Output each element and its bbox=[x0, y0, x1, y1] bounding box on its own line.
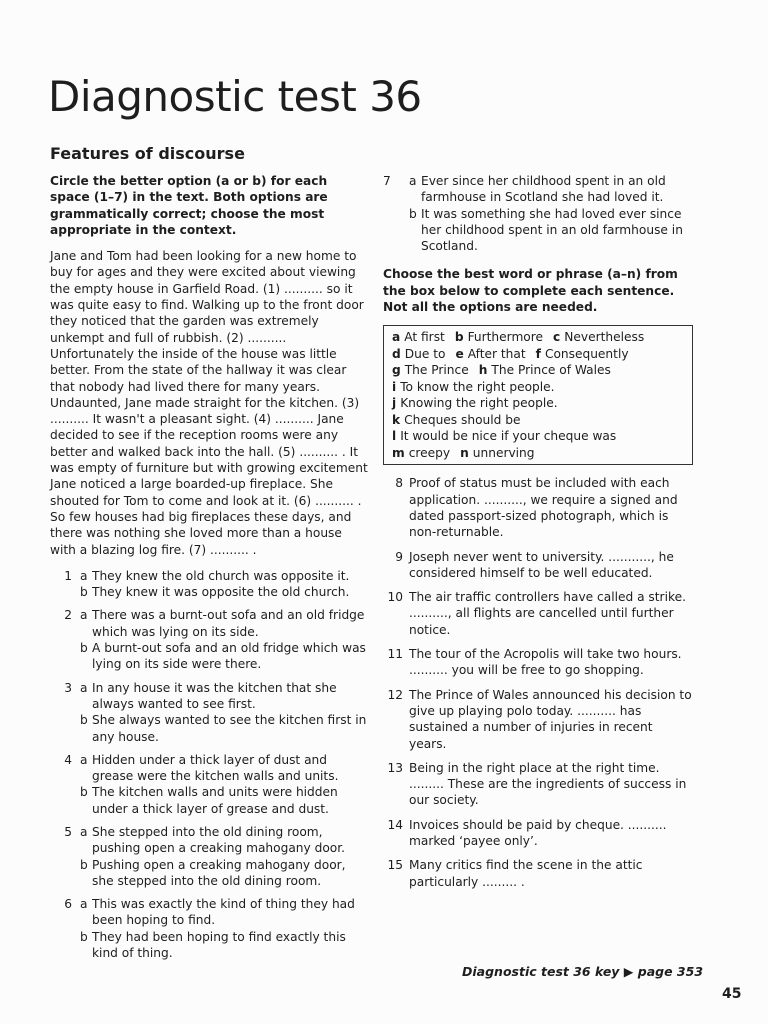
item-number: 1 bbox=[64, 568, 72, 583]
option-a: Hidden under a thick layer of dust and grease were the kitchen walls and units. bbox=[92, 752, 339, 784]
option-a: There was a burnt-out sofa and an old fridge which was lying on its side. bbox=[92, 608, 365, 639]
question-10 bbox=[383, 589, 693, 638]
item-number: 2 bbox=[64, 608, 72, 623]
question-text: Joseph never went to university. ..........., he considered himself to be well educated. bbox=[409, 549, 674, 580]
item-number: 6 bbox=[64, 897, 72, 912]
question-number: 14 bbox=[387, 817, 403, 832]
question-text: Proof of status must be included with each application. .........., we require a signed and dated passport-sized photograph, which is non-returnable. bbox=[409, 476, 678, 540]
option-a: They knew the old church was opposite it. bbox=[92, 568, 350, 583]
question-text: Invoices should be paid by cheque. .......... marked ‘payee only’. bbox=[409, 817, 667, 849]
option-a: She stepped into the old dining room, pushing open a creaking mahogany door. bbox=[92, 824, 346, 856]
question-number: 15 bbox=[387, 858, 403, 873]
question-number: 13 bbox=[387, 760, 403, 775]
exercise-item-5: 5 a She stepped into the old dining room, pushing open a creaking mahogany door. b Pushing open a creaking mahogany door, she stepped into the old dining room. bbox=[50, 824, 368, 889]
option-b: It was something she had loved ever since her childhood spent in an old farmhouse in Scotland. bbox=[421, 206, 683, 254]
option-b: She always wanted to see the kitchen first in any house. bbox=[92, 713, 367, 744]
box-option-a: At first bbox=[404, 330, 445, 345]
option-b: Pushing open a creaking mahogany door, she stepped into the old dining room. bbox=[92, 857, 346, 888]
option-b: They knew it was opposite the old church. bbox=[92, 585, 350, 600]
box-option-f: Consequently bbox=[544, 346, 629, 361]
box-option-g: The Prince bbox=[404, 363, 469, 378]
question-9 bbox=[383, 549, 693, 582]
option-b: The kitchen walls and units were hidden under a thick layer of grease and dust. bbox=[92, 785, 338, 816]
passage: Jane and Tom had been looking for a new home to buy for ages and they were excited about viewing the empty house in Garfield Road. (1) .......... so it was quite easy to find. Walking up to the front door they noticed that the garden was extremely unkempt and full of rubbish. (2) .......... Unfortunately the inside of the house was little better. From the state of the hallway it was clear that nobody had lived there for many years. Undaunted, Jane made straight for the kitchen. (3) .......... It wasn't a pleasant sight. (4) .......... Jane decided to see if the reception rooms were any better and walked back into the hall. (5) .......... . It was empty of furniture but with growing excitement Jane noticed a large boarded-up fireplace. She shouted for Tom to come and look at it. (6) .......... . So few houses had big fireplaces these days, and there was nothing she loved more than a house with a blazing log fire. (7) .......... . bbox=[50, 249, 368, 557]
exercise-item-4: 4 a Hidden under a thick layer of dust and grease were the kitchen walls and units. b The kitchen walls and units were hidden under a thick layer of grease and dust. bbox=[50, 752, 368, 817]
left-column bbox=[50, 173, 368, 968]
box-option-b: Furthermore bbox=[467, 330, 544, 345]
right-column bbox=[383, 173, 693, 898]
box-option-j: Knowing the right people. bbox=[400, 396, 558, 411]
question-text: The tour of the Acropolis will take two hours. .......... you will be free to go shopping. bbox=[409, 647, 682, 678]
box-option-h: The Prince of Wales bbox=[491, 363, 611, 378]
exercise-item-3: 3 a In any house it was the kitchen that she always wanted to see first. b She always wanted to see the kitchen first in any house. bbox=[50, 680, 368, 745]
question-number: 9 bbox=[395, 549, 403, 564]
exercise-item-7: 7 a Ever since her childhood spent in an old farmhouse in Scotland she had loved it. b It was something she had loved ever since her childhood spent in an old farmhouse in Scotland. bbox=[383, 173, 693, 254]
question-text: The air traffic controllers have called a strike. .........., all flights are cancelled until further notice. bbox=[409, 590, 686, 637]
box-option-k: Cheques should be bbox=[404, 412, 521, 427]
question-text: Being in the right place at the right time. ......... These are the ingredients of success in our society. bbox=[409, 760, 687, 808]
option-a: This was exactly the kind of thing they had been hoping to find. bbox=[92, 897, 355, 928]
box-option-c: Nevertheless bbox=[564, 330, 645, 345]
item-number: 7 bbox=[383, 174, 391, 188]
word-box: a At first b Furthermore c Nevertheless d Due to e After that f Consequently g The Prince h The Prince of Wales i To know the right people. j Knowing the right people. k Cheques should be l It would be nice if your cheque was m creepy n unnerving bbox=[383, 325, 693, 465]
option-a: Ever since her childhood spent in an old farmhouse in Scotland she had loved it. bbox=[421, 174, 666, 205]
box-option-d: Due to bbox=[404, 346, 446, 361]
item-number: 5 bbox=[64, 824, 72, 839]
option-a: In any house it was the kitchen that she always wanted to see first. bbox=[92, 680, 337, 711]
option-b: A burnt-out sofa and an old fridge which was lying on its side were there. bbox=[92, 641, 366, 672]
page-number: 45 bbox=[722, 986, 742, 1002]
box-option-e: After that bbox=[467, 346, 526, 361]
instruction-2: Choose the best word or phrase (a–n) from the box below to complete each sentence. Not all the options are needed. bbox=[383, 267, 678, 315]
section-title: Features of discourse bbox=[50, 144, 245, 163]
question-13 bbox=[383, 760, 693, 809]
question-12 bbox=[383, 687, 693, 752]
exercise-item-1: 1 a They knew the old church was opposite it. b They knew it was opposite the old church. bbox=[50, 568, 368, 601]
box-option-l: It would be nice if your cheque was bbox=[400, 429, 617, 444]
box-option-n: unnerving bbox=[472, 445, 535, 460]
question-15 bbox=[383, 857, 693, 890]
option-b: They had been hoping to find exactly this kind of thing. bbox=[92, 929, 346, 961]
item-number: 3 bbox=[64, 680, 72, 695]
question-8 bbox=[383, 475, 693, 540]
exercise-item-6: 6 a This was exactly the kind of thing they had been hoping to find. b They had been hoping to find exactly this kind of thing. bbox=[50, 896, 368, 961]
question-text: Many critics find the scene in the attic particularly ......... . bbox=[409, 858, 643, 889]
exercise-item-2: 2 a There was a burnt-out sofa and an old fridge which was lying on its side. b A burnt-out sofa and an old fridge which was lying on its side were there. bbox=[50, 607, 368, 672]
question-14 bbox=[383, 817, 693, 850]
question-11 bbox=[383, 646, 693, 679]
answer-key-reference: Diagnostic test 36 key ▶ page 353 bbox=[462, 964, 704, 979]
question-number: 8 bbox=[395, 476, 403, 491]
page-title: Diagnostic test 36 bbox=[48, 72, 422, 121]
question-number: 10 bbox=[387, 590, 403, 605]
box-option-m: creepy bbox=[408, 445, 451, 460]
box-option-i: To know the right people. bbox=[400, 379, 555, 394]
question-text: The Prince of Wales announced his decision to give up playing polo today. .......... has sustained a number of injuries in recent years. bbox=[409, 687, 692, 751]
item-number: 4 bbox=[64, 752, 72, 767]
question-number: 11 bbox=[387, 647, 403, 662]
question-number: 12 bbox=[387, 687, 403, 702]
instruction-1: Circle the better option (a or b) for each space (1–7) in the text. Both options are grammatically correct; choose the most appropriate in the context. bbox=[50, 174, 328, 237]
